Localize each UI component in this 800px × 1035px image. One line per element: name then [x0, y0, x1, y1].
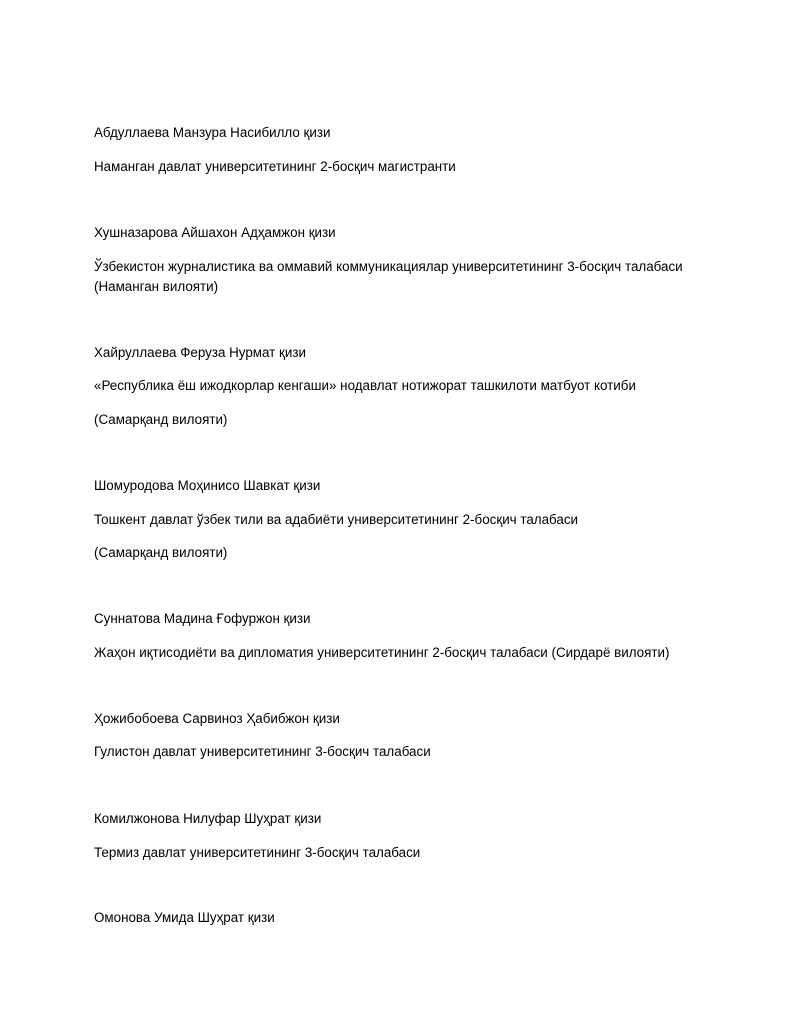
- person-region: (Самарқанд вилояти): [94, 545, 228, 560]
- person-affiliation: Жаҳон иқтисодиёти ва дипломатия университетининг 2-босқич талабаси (Сирдарё вилояти): [94, 645, 670, 660]
- person-name: Ҳожибобоева Сарвиноз Ҳабибжон қизи: [94, 711, 340, 726]
- person-affiliation: Наманган давлат университетининг 2-босқич магистранти: [94, 159, 456, 174]
- person-region: (Наманган вилояти): [94, 279, 219, 294]
- person-affiliation: Термиз давлат университетининг 3-босқич талабаси: [94, 845, 421, 860]
- person-name: Абдуллаева Манзура Насибилло қизи: [94, 125, 331, 140]
- person-name: Шомуродова Моҳинисо Шавкат қизи: [94, 478, 321, 493]
- person-name: Хайруллаева Феруза Нурмат қизи: [94, 345, 306, 360]
- person-affiliation: Ўзбекистон журналистика ва оммавий коммуникациялар университетининг 3-босқич талабаси: [94, 259, 683, 274]
- person-affiliation: Гулистон давлат университетининг 3-босқич талабаси: [94, 744, 431, 759]
- person-name: Омонова Умида Шуҳрат қизи: [94, 910, 275, 925]
- person-name: Хушназарова Айшахон Адҳамжон қизи: [94, 225, 336, 240]
- person-name: Комилжонова Нилуфар Шуҳрат қизи: [94, 811, 322, 826]
- person-name: Суннатова Мадина Ғофуржон қизи: [94, 611, 311, 626]
- person-region: (Самарқанд вилояти): [94, 412, 228, 427]
- person-affiliation: Тошкент давлат ўзбек тили ва адабиёти университетининг 2-босқич талабаси: [94, 512, 579, 527]
- person-affiliation: «Республика ёш ижодкорлар кенгаши» нодавлат нотижорат ташкилоти матбуот котиби: [94, 378, 636, 393]
